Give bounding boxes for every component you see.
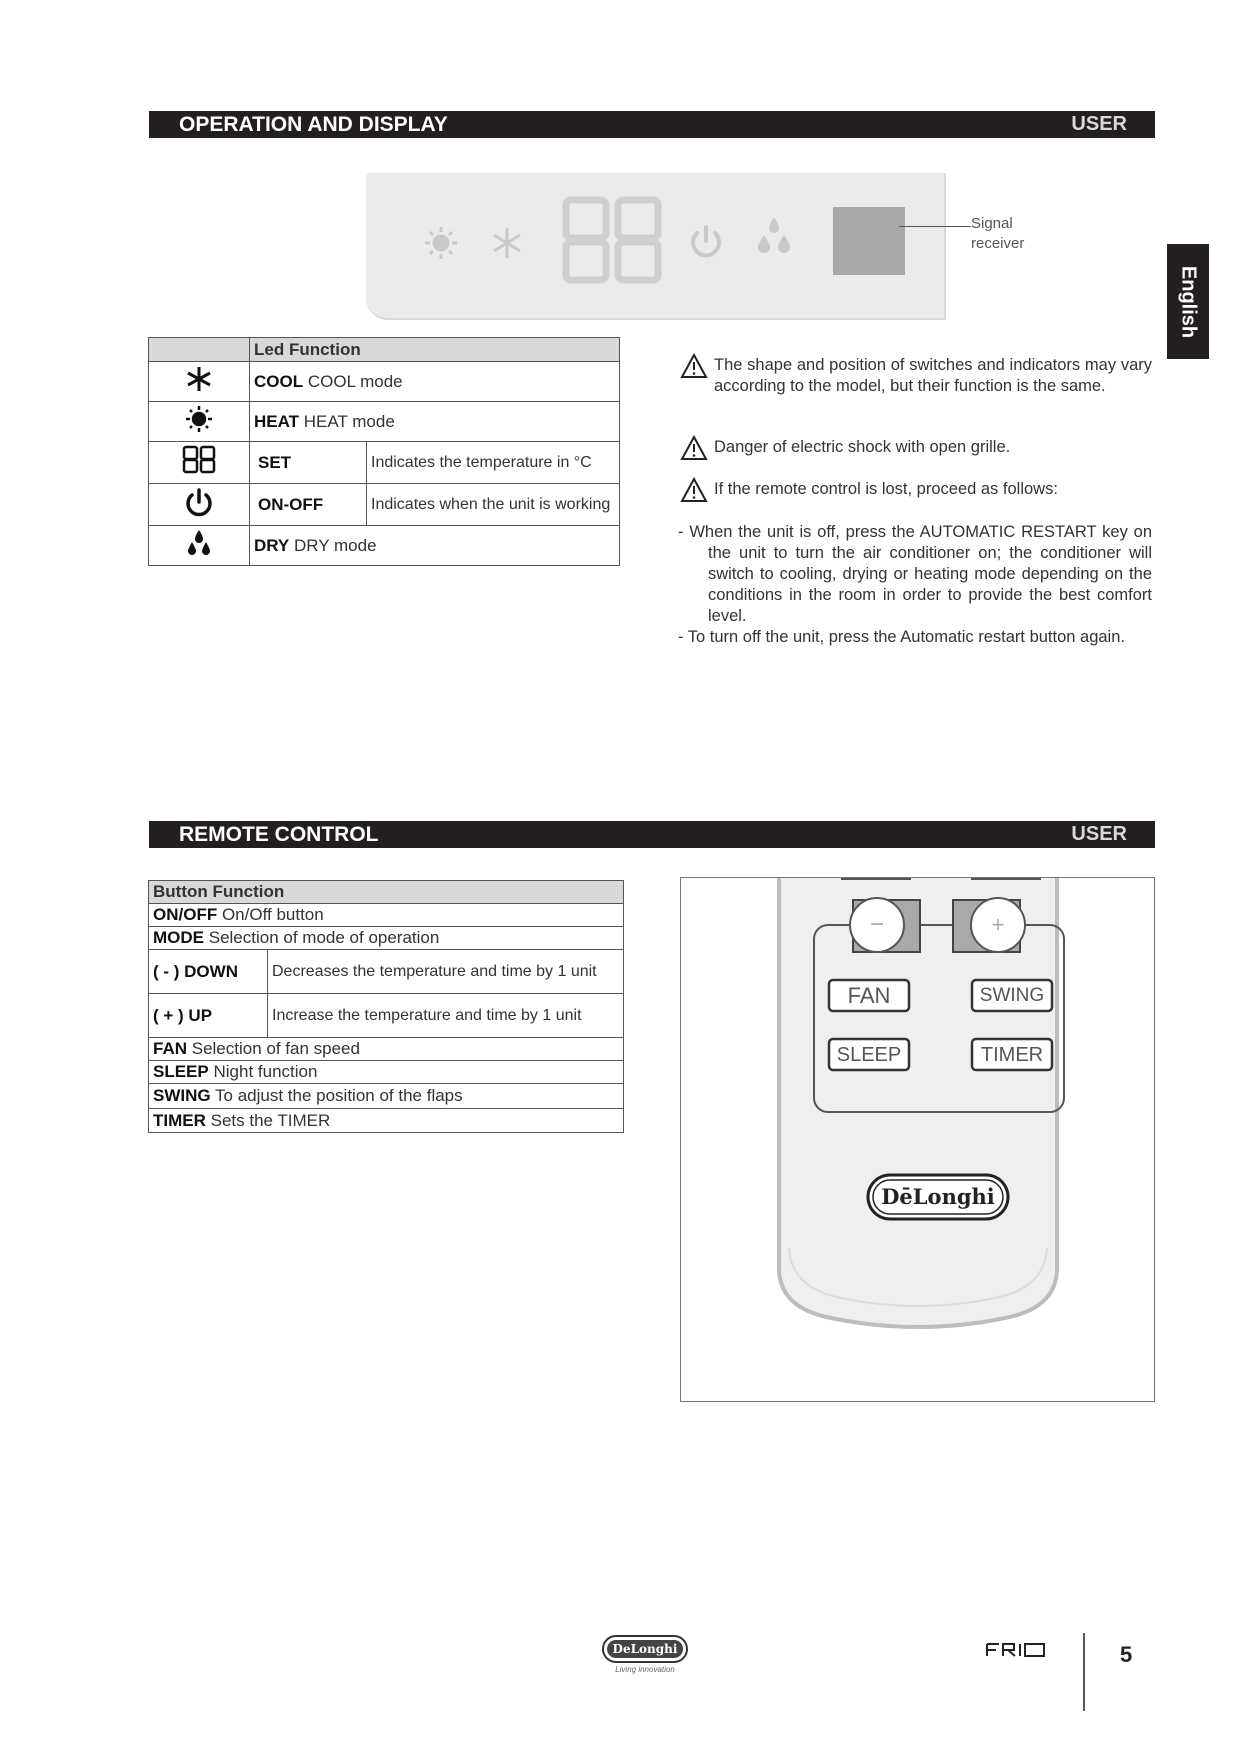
- list-item: - To turn off the unit, press the Automatic restart button again.: [678, 628, 1125, 646]
- snowflake-icon: [149, 362, 250, 402]
- footer-brand-logo: DeLonghi Living innovation: [602, 1634, 688, 1683]
- table-header-empty: [149, 338, 250, 362]
- table-row: ( + ) UP Increase the temperature and time by 1 unit: [149, 994, 624, 1038]
- digits-icon: [566, 200, 658, 280]
- warning-icon: [680, 477, 708, 503]
- language-tab: [1167, 244, 1209, 359]
- power-icon: [149, 484, 250, 526]
- swing-button: SWING: [979, 985, 1045, 1006]
- display-panel: [366, 173, 946, 320]
- button-function-table: [148, 880, 624, 1133]
- table-header: Button Function: [149, 881, 624, 904]
- section-header-remote: [149, 821, 1155, 848]
- section-tag: USER: [1071, 823, 1127, 845]
- warning-icon: [680, 435, 708, 461]
- sun-icon: [425, 227, 457, 259]
- remote-control-illustration: [680, 877, 1155, 1402]
- language-label: English: [1177, 265, 1200, 338]
- table-row: DRY DRY mode: [149, 526, 620, 566]
- drops-icon: [149, 526, 250, 566]
- remote-lost-instructions: [678, 522, 1152, 648]
- page-number: 5: [1120, 1642, 1133, 1667]
- power-icon: [693, 227, 719, 255]
- table-row: MODE Selection of mode of operation: [149, 927, 624, 950]
- minus-button: −: [869, 911, 884, 938]
- table-row: ( - ) DOWN Decreases the temperature and time by 1 unit: [149, 950, 624, 994]
- warning-icon: [680, 353, 708, 379]
- table-row: ON/OFF On/Off button: [149, 904, 624, 927]
- drops-icon: [758, 217, 790, 253]
- table-row: HEAT HEAT mode: [149, 402, 620, 442]
- table-row: ON-OFF Indicates when the unit is working: [149, 484, 620, 526]
- table-row: FAN Selection of fan speed: [149, 1038, 624, 1061]
- remote-brand-logo: DēLonghi: [881, 1184, 995, 1209]
- signal-receiver-label: Signal receiver: [971, 215, 1025, 252]
- led-function-table: [148, 337, 620, 566]
- table-header: Led Function: [250, 338, 620, 362]
- table-row: SWING To adjust the position of the flaps: [149, 1084, 624, 1109]
- section-header-operation: [149, 111, 1155, 138]
- table-row: SET Indicates the temperature in °C: [149, 442, 620, 484]
- fan-button: FAN: [847, 983, 891, 1008]
- sleep-button: SLEEP: [836, 1044, 902, 1066]
- table-row: SLEEP Night function: [149, 1061, 624, 1084]
- footer-divider: [1083, 1633, 1085, 1711]
- section-tag: USER: [1071, 113, 1127, 135]
- note-shock: Danger of electric shock with open grille.: [680, 437, 1152, 458]
- list-item: - When the unit is off, press the AUTOMATIC RESTART key on the unit to turn the air conditioner on; the conditioner will switch to cooling, drying or heating mode depending on the conditions in the room in order to provide the best comfort level.: [678, 523, 1152, 625]
- signal-pointer-line: [899, 226, 971, 227]
- table-row: TIMER Sets the TIMER: [149, 1109, 624, 1133]
- signal-receiver: [833, 207, 905, 275]
- note-shape: The shape and position of switches and indicators may vary according to the model, but their function is the same.: [680, 355, 1152, 397]
- table-row: COOL COOL mode: [149, 362, 620, 402]
- product-logo: [985, 1642, 1047, 1663]
- plus-button: +: [991, 912, 1005, 937]
- note-remote-lost: If the remote control is lost, proceed as follows:: [680, 479, 1152, 500]
- display-panel-graphic: [366, 173, 944, 318]
- timer-button: TIMER: [980, 1044, 1044, 1066]
- section-title: OPERATION AND DISPLAY: [179, 113, 448, 136]
- digits-icon: [149, 442, 250, 484]
- section-title: REMOTE CONTROL: [179, 823, 379, 846]
- snowflake-icon: [494, 228, 520, 258]
- sun-icon: [149, 402, 250, 442]
- remote-body: [681, 878, 1154, 1401]
